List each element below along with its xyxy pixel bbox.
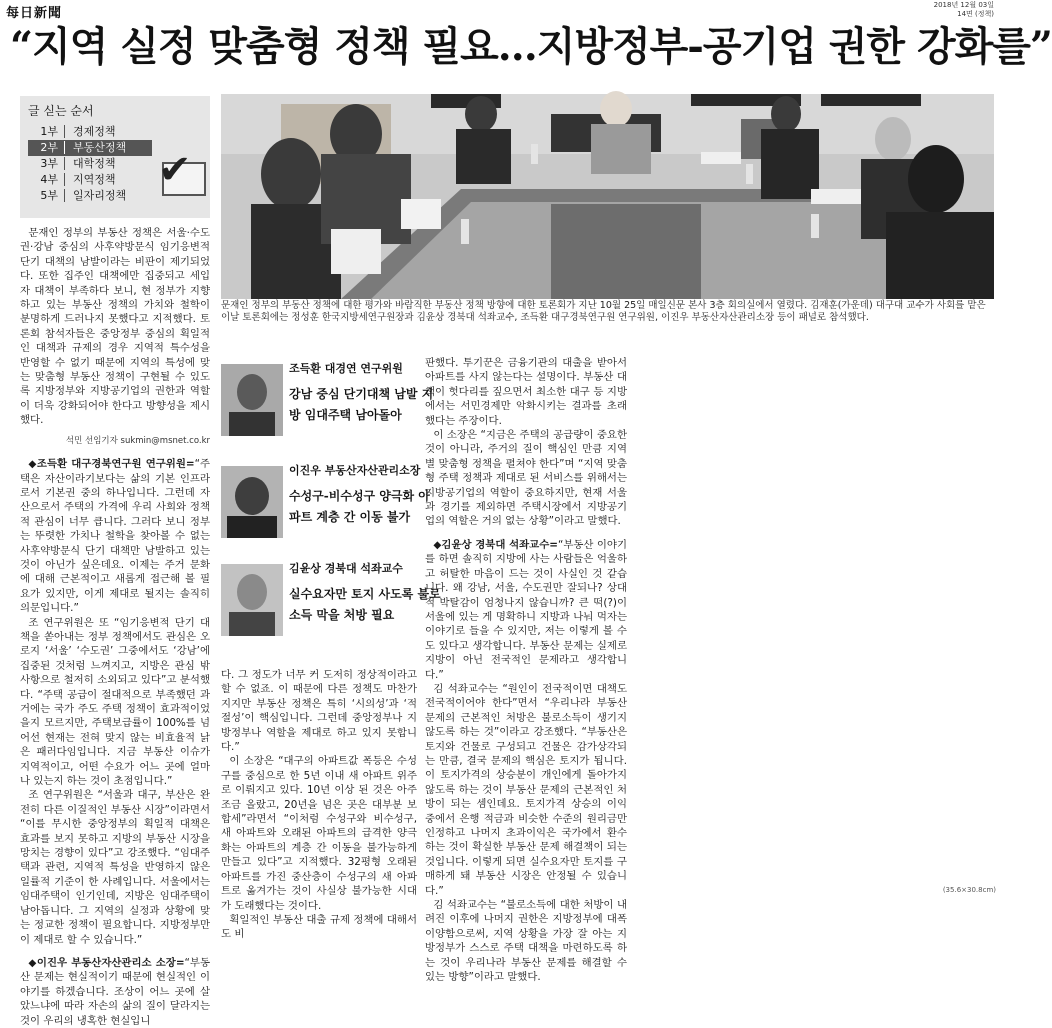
article-paragraph: 조 연구위원은 “서울과 대구, 부산은 완전히 다른 이질적인 부동산 시장”이라면서 “이를 무시한 중앙정부의 획일적 대책은 효과를 보지 못하고 지방의 부동산 시장을 망치는 경향이 있다”고 강조했다. “임대주택과 관련, 지역적 특성을 반영하지 않은 일률적 기준이 한 사례입니다. 서울에서는 임대주택이 인기인데, 지방은 임대주택이 남아돕니다. 그 지역의 실정과 상황에 맞는 정교한 정책이 필요합니다. 지방정부만이 제대로 할 수 있습니다.” xyxy=(20,789,210,946)
profile-photo xyxy=(221,564,283,636)
article-column-right xyxy=(425,356,627,984)
size-footnote: (35.6×30.8cm) xyxy=(942,886,996,894)
article-paragraph: ◆이진우 부동산자산관리소 소장=“부동산 문제는 현실적이기 때문에 현실적인 이야기를 하겠습니다. 조상이 어느 곳에 살았느냐에 따라 자손의 삶의 질이 달라지는 것이 우리의 냉혹한 현실입니 xyxy=(20,956,210,1027)
article-paragraph: 획일적인 부동산 대출 규제 정책에 대해서도 비 xyxy=(221,913,417,941)
speaker-label: ◆이진우 부동산자산관리소 소장= xyxy=(28,956,185,969)
speaker-label: ◆김윤상 경북대 석좌교수= xyxy=(433,538,558,551)
profile-photo xyxy=(221,364,283,436)
portrait-silhouette-icon xyxy=(221,564,283,636)
speaker-label: ◆조득환 대구경북연구원 연구위원= xyxy=(28,458,195,471)
series-list xyxy=(28,124,152,204)
article-column-middle xyxy=(221,668,417,941)
article-paragraph: 김 석좌교수는 “불로소득에 대한 처방이 내려진 이후에 나머지 권한은 지방정부에 대폭 이양함으로써, 지역 상황을 가장 잘 아는 지방정부가 스스로 주택 대책을 마련하도록 하는 것이 우리나라 부동산 문제를 해결할 수 있는 방향”이라고 말했다. xyxy=(425,899,627,984)
checkmark-icon: ✔ xyxy=(158,147,192,193)
series-item: 4부 지역정책 xyxy=(40,173,116,186)
series-item: 1부 경제정책 xyxy=(40,125,116,138)
profile-quote: 강남 중심 단기대책 남발 지방 임대주택 남아돌아 xyxy=(289,387,434,422)
photo-caption: 문재인 정부의 부동산 정책에 대한 평가와 바람직한 부동산 정책 방향에 대한 토론회가 지난 10월 25일 매일신문 본사 3층 회의실에서 열렸다. 김재훈(가운데) 대구대 교수가 사회를 맡은 이날 토론회에는 정성훈 한국지방세연구원장과 김윤상 경북대 석좌교수, 조득환 대구경북연구원 연구위원, 이진우 부동산자산관리소장 등이 패널로 참석했다. xyxy=(221,300,986,323)
article-paragraph: 다. 그 정도가 너무 커 도저히 정상적이라고 할 수 없죠. 이 때문에 다른 정책도 마찬가지지만 부동산 정책은 특히 ‘시의성’과 ‘적절성’이 핵심입니다. 그런데 중앙정부나 지방정부나 역할을 제대로 하고 있지 못합니다.” xyxy=(221,669,417,754)
profile-block xyxy=(221,360,434,440)
intro-paragraph: 문재인 정부의 부동산 정책은 서울·수도권·강남 중심의 사후약방문식 임기응변적 단기 대책의 남발이라는 비판이 제기되었다. 또한 집주인 대책에만 집중되고 세입자 대책이 부족하다 보니, 현 정부가 지향하고 있는 부동산 정책의 가치와 철학이 분명하게 드러나지 못했다고 지적했다. 토론회 참석자들은 중앙정부 중심의 획일적인 대책과 규제의 경우 지역적 특수성을 반영할 수 없기 때문에 지역의 특성에 맞는 맞춤형 부동산 정책이 구현될 수 있도록 지방정부와 지방공기업의 권한과 역할이 더욱 강화되어야 한다고 방향성을 제시했다. xyxy=(20,227,210,427)
dateline-page: 14면 (정책) xyxy=(957,10,994,18)
article-paragraph: 판했다. 투기꾼은 금융기관의 대출을 받아서 아파트를 사지 않는다는 설명이다. 부동산 대책이 헛다리를 짚으면서 최소한 대구 등 지방에서는 서민경제만 악화시키는 결과를 초래했다는 주장이다. xyxy=(425,357,627,427)
portrait-silhouette-icon xyxy=(221,466,283,538)
profile-name: 이진우 부동산자산관리소장 xyxy=(289,464,421,477)
profile-name: 김윤상 경북대 석좌교수 xyxy=(289,562,403,575)
series-item: 5부 일자리정책 xyxy=(40,189,127,202)
series-order-box xyxy=(20,96,210,218)
profile-quote: 실수요자만 토지 사도록 불로소득 막을 처방 필요 xyxy=(289,587,441,622)
roundtable-photo-illustration xyxy=(221,94,994,299)
dateline-date: 2018년 12월 03일 xyxy=(933,1,994,9)
article-column-left xyxy=(20,226,210,1027)
profile-block xyxy=(221,560,441,640)
profile-photo xyxy=(221,466,283,538)
byline-credit: 석민 선임기자 sukmin@msnet.co.kr xyxy=(65,435,210,446)
article-paragraph: ◆김윤상 경북대 석좌교수=“부동산 이야기를 하면 솔직히 지방에 사는 사람들은 억울하고 허탈한 마음이 드는 것이 사실인 것 같습니다. 왜 강남, 서울, 수도권만 잘되나? 상대적 박탈감이 엄청나지 않습니까? 큰 떡(?)이 서울에 있는 게 명확하니 지방과 나눠 먹자는 이야기로 들을 수 있지만, 저는 이렇게 볼 수도 있다고 생각합니다. 부동산 문제는 실제로 지방이 아닌 전국적인 문제라고 생각합니다.” xyxy=(425,538,627,681)
article-paragraph: 조 연구위원은 또 “임기응변적 단기 대책을 쏟아내는 정부 정책에서도 관심은 오로지 ‘서울’ ‘수도권’ 그중에서도 ‘강남’에 집중된 것처럼 느껴지고, 지방은 관심 밖 사항으로 철저히 소외되고 있다”고 분석했다. “주택 공급이 절대적으로 부족했던 과거에는 국가 주도 주택 정책이 효과적이었을지 모르지만, 주택보급률이 100%를 넘어선 현재는 전혀 맞지 않는 비효율적 낡은 패러다임입니다. 지금 부동산 이슈가 지역적이고, 어떤 수요가 어느 곳에 얼마나 있는지 하는 것이 초점입니다.” xyxy=(20,616,210,788)
profile-quote: 수성구-비수성구 양극화 아파트 계층 간 이동 불가 xyxy=(289,489,430,524)
newspaper-masthead: 每日新聞 xyxy=(6,6,63,21)
article-paragraph: 이 소장은 “지금은 주택의 공급량이 중요한 것이 아니라, 주거의 질이 핵심인 만큼 지역별 맞춤형 정책을 펼쳐야 한다”며 “지역 맞춤형 주택 정책과 제대로 된 서비스를 위해서는 지방공기업의 역할이 중요하지만, 현재 서울과 경기를 제외하면 주택시장에서 지방공기업의 역할은 거의 없는 상황”이라고 말했다. xyxy=(425,429,627,528)
roundtable-photo xyxy=(221,94,994,299)
profile-name: 조득환 대경연 연구위원 xyxy=(289,362,403,375)
series-item: 3부 대학정책 xyxy=(40,157,116,170)
series-item-current: 2부 부동산정책 xyxy=(28,140,152,156)
portrait-silhouette-icon xyxy=(221,364,283,436)
article-paragraph: 김 석좌교수는 “원인이 전국적이면 대책도 전국적이어야 한다”면서 “우리나라 부동산 문제의 근본적인 처방은 불로소득이 생기지 않도록 하는 것”이라고 강조했다. “부동산은 토지와 건물로 구성되고 건물은 감가상각되는 만큼, 결국 문제의 핵심은 토지가 됩니다. 이 토지가격의 상승분이 개인에게 돌아가지 않도록 하는 것이 부동산 문제의 근본적인 처방이 되는 셈인데요. 토지가격 상승의 이익 중에서 은행 적금과 비슷한 수준의 원리금만 인정하고 나머지 초과이익은 국가에서 환수하는 것이 확실한 부동산 문제 해결책이 되는 것입니다. 이렇게 되면 실수요자만 토지를 구매하게 돼 부동산 시장은 안정될 수 있습니다.” xyxy=(425,682,627,897)
article-paragraph: ◆조득환 대구경북연구원 연구위원=“주택은 자산이라기보다는 삶의 기본 인프라로서 기본권 중의 하나입니다. 그런데 자산으로서 주택의 가격에 우리 사회와 정책적 관심이 너무 큽니다. 그러다 보니 정부는 뚜렷한 가치나 철학을 찾아볼 수 없는 사후약방문식 단기 대책만 남발하고 있는 것이 아닌가 싶은데요. 이제는 주거 문화에 대해 근본적이고 새롭게 접근해 볼 필요가 있지만, 이게 제대로 될지는 솔직히 의문입니다.” xyxy=(20,458,210,615)
headline: “지역 실정 맞춤형 정책 필요…지방정부-공기업 권한 강화를” xyxy=(10,23,1052,70)
article-paragraph: 이 소장은 “대구의 아파트값 폭등은 수성구를 중심으로 한 5년 이내 새 아파트 위주로 이뤄지고 있다. 10년 이상 된 것은 아주 조금 올랐고, 20년을 넘은 곳은 대부분 보합세”라면서 “이처럼 수성구와 비수성구, 새 아파트와 오래된 아파트의 급격한 양극화는 아파트의 계층 간 이동을 불가능하게 만들고 있다”고 지적했다. 32평형 오래된 아파트를 가진 중산층이 수성구의 새 아파트로 옮겨가는 것이 사실상 불가능한 시대가 도래했다는 것이다. xyxy=(221,755,417,912)
profile-block xyxy=(221,462,430,542)
series-title: 글 싣는 순서 xyxy=(28,104,94,118)
